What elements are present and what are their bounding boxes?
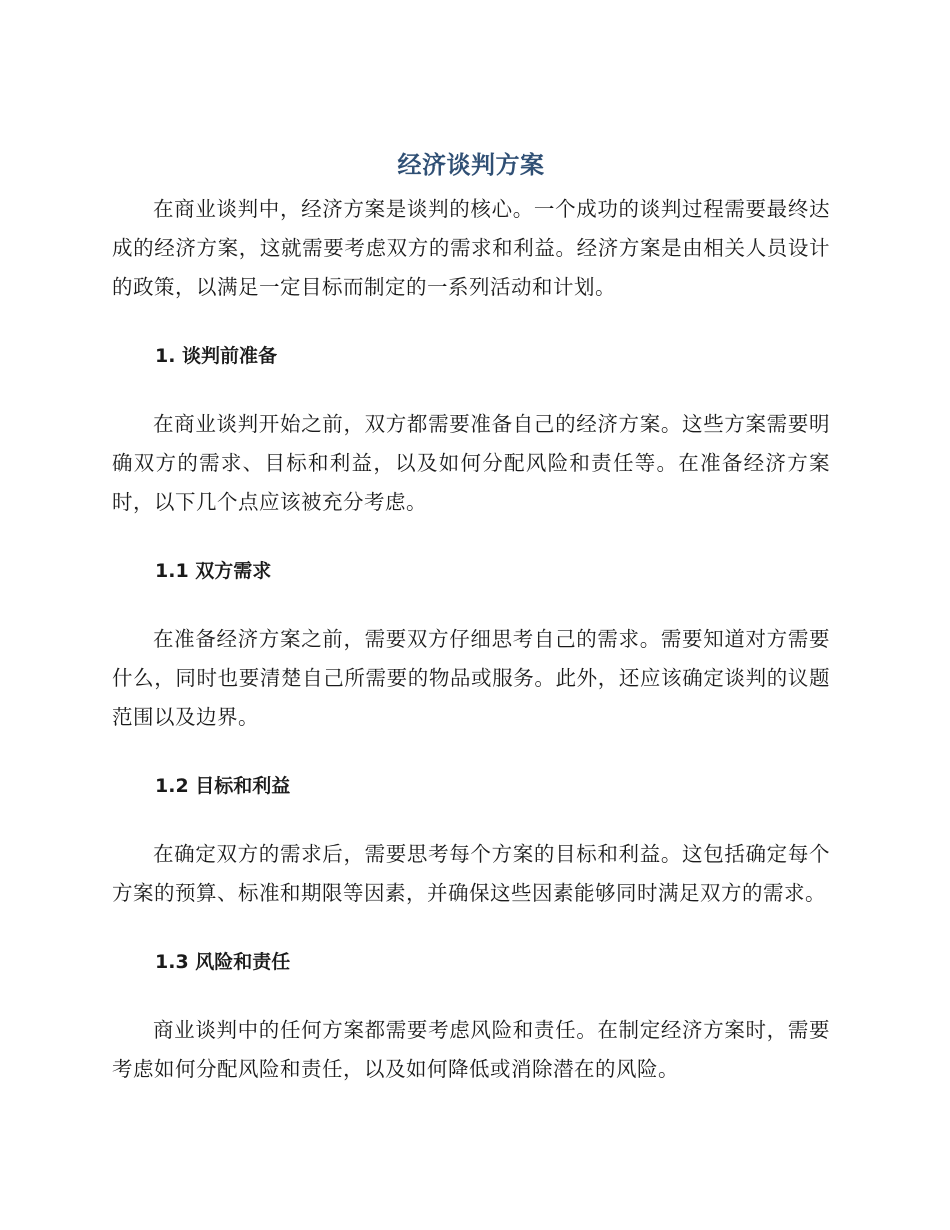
section-paragraph-preparation: 在商业谈判开始之前，双方都需要准备自己的经济方案。这些方案需要明确双方的需求、目标和利益，以及如何分配风险和责任等。在准备经济方案时，以下几个点应该被充分考虑。 (112, 412, 830, 514)
document-body (112, 140, 830, 1089)
intro-paragraph: 在商业谈判中，经济方案是谈判的核心。一个成功的谈判过程需要最终达成的经济方案，这就需要考虑双方的需求和利益。经济方案是由相关人员设计的政策，以满足一定目标而制定的一系列活动和计划。 (112, 197, 830, 299)
section-paragraph-goals: 在确定双方的需求后，需要思考每个方案的目标和利益。这包括确定每个方案的预算、标准和期限等因素，并确保这些因素能够同时满足双方的需求。 (112, 842, 830, 905)
section-heading-needs: 1.1 双方需求 (155, 560, 272, 582)
section-paragraph-needs: 在准备经济方案之前，需要双方仔细思考自己的需求。需要知道对方需要什么，同时也要清楚自己所需要的物品或服务。此外，还应该确定谈判的议题范围以及边界。 (112, 627, 830, 729)
section-paragraph-risks: 商业谈判中的任何方案都需要考虑风险和责任。在制定经济方案时，需要考虑如何分配风险和责任，以及如何降低或消除潜在的风险。 (112, 1018, 830, 1081)
section-heading-goals: 1.2 目标和利益 (155, 775, 291, 797)
section-heading-preparation: 1. 谈判前准备 (155, 345, 278, 367)
document-title: 经济谈判方案 (397, 151, 545, 179)
section-heading-risks: 1.3 风险和责任 (155, 951, 291, 973)
